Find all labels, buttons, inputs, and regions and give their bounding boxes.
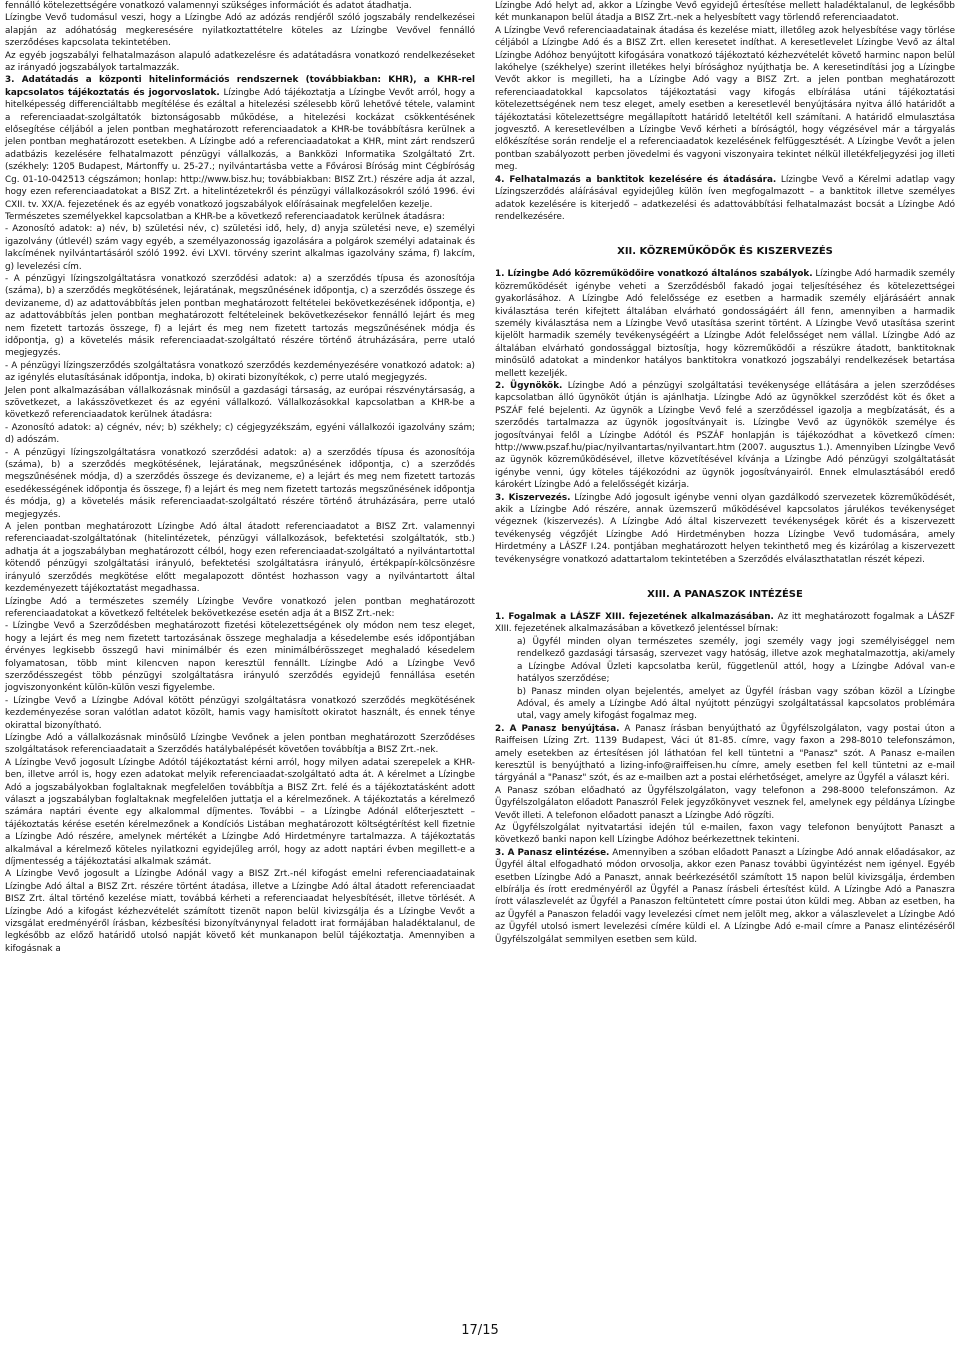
section-heading: 3. Adatátadás a központi hitelinformációs rendszernek (továbbiakban: KHR), a KHR-rel kapcsolatos tájékoztatás és jogorvoslatok. <box>5 75 475 98</box>
paragraph: A Lízingbe Vevő jogosult a Lízingbe Adónál vagy a BISZ Zrt.-nél kifogást emelni referenciaadatainak Lízingbe Adó által a BISZ Zrt. részére történt átadása, illetve a Lízingbe Adó által átadott referenciaadat BISZ Zrt. által történő kezelése miatt, továbbá kérheti a referenciaadat helyesbítését, illetve törlését. A Lízingbe Adó a kifogást kézhezvételét számított tizenöt napon belül kivizsgálja és a Lízingbe Vevőt a vizsgálat eredményéről írásban, kézbesítési bizonyítványnyal feladott irat formájában haladéktalanul, de legkésőbb az előző határidő utolsó napját követő két munkanapon belül tájékoztatja. Amennyiben a kifogásnak a <box>5 869 475 954</box>
paragraph: - Azonosító adatok: a) cégnév, név; b) székhely; c) cégjegyzékszám, egyéni vállalkozói igazolvány szám; d) adószám. <box>5 422 475 446</box>
section-body: Lízingbe Vevő a Kérelmi adatlap vagy Lízingszerződés aláírásával egyidejűleg külön íven megfogalmazott – a banktitok illetve személyes adatok kezelésére is kiterjedő – adatkezelési és adattovábbítási felhatalmazást bocsát a Lízingbe Adó rendelkezésére. <box>495 174 956 222</box>
paragraph: Lízingbe Vevő tudomásul veszi, hogy a Lízingbe Adó az adózás rendjéről szóló jogszabály rendelkezései alapján az adóhatóság megkeresésére nyilatkoztattételre köteles az Lízingbe Vevővel fennálló szerződéses kapcsolata tekintetében. <box>5 13 475 49</box>
paragraph: - A pénzügyi lízingszolgáltatásra vonatkozó szerződési adatok: a) a szerződés típusa és azonosítója (száma), b) a szerződés megkötésének, lejáratának, megszűnésének időpontja, c) a szerződés összege és devizaneme, d) az adattovábbítás jelen pontban meghatározott feltételei bekövetkezésének időpontja, e) az adattovábbítás jelen pontban meghatározott feltételeinek bekövetkezésekor fennálló lejárt és meg nem fizetett tartozás összege, f) a lejárt és meg nem fizetett tartozás megszűnésének módja és időpontja, g) a követelés másik referenciaadat-szolgáltató részére történő átruházására, perre utaló megjegyzés. <box>5 273 475 359</box>
section-body: A Panasz írásban benyújtható az Ügyfélszolgálaton, vagy postai úton a Raiffeisen Lízing Zrt. 1139 Budapest, Váci út 81-85. címre, vagy faxon a 298-8010 telefonszámon, amely esetekben az értesítésen jól láthatóan fel kell tüntetni a "Panasz" szót. A Panasz e-mailen keresztül is benyújtható a lizing-info@raiffeisen.hu címre, amely esetben fel kell tüntetni az e-mail tárgyánál a "Panasz" szót, és az e-mailben azt a postai elérhetőséget, amelyre az Ügyfél a választ kéri. <box>495 723 955 784</box>
paragraph: A Panasz szóban előadható az Ügyfélszolgálaton, vagy telefonon a 298-8000 telefonszámon. Az Ügyfélszolgálaton előadott Panaszról Felek jegyzőkönyvet vesznek fel, amelynek egy példánya Lízingbe Vevőt illeti. A telefonon előadott panaszt a Lízingbe Adó rögzíti. <box>495 785 955 821</box>
paragraph: fennálló kötelezettségére vonatkozó valamennyi szükséges információt és adatot átadhatja. <box>5 1 412 11</box>
section-xii-3 <box>495 492 955 566</box>
right-column <box>495 0 955 946</box>
section-xiii-1 <box>495 611 955 636</box>
section-3 <box>5 74 475 210</box>
paragraph: Az egyéb jogszabályi felhatalmazáson alapuló adatkezelésre és adatátadásra vonatkozó rendelkezéseket az irányadó jogszabályok tartalmazzák. <box>5 50 475 74</box>
section-heading: 1. Lízingbe Adó közreműködőire vonatkozó általános szabályok. <box>495 269 813 280</box>
paragraph: - Lízingbe Vevő a Lízingbe Adóval kötött pénzügyi szolgáltatásra vonatkozó szerződés megkötésének kezdeményezése soran valótlan adatot közölt, hamis vagy hamisított okiratot használt, és ennek ténye okirattal bizonyítható. <box>5 695 475 731</box>
section-xii-1 <box>495 268 955 380</box>
section-heading: 4. Felhatalmazás a banktitok kezelésére és átadására. <box>495 174 777 185</box>
paragraph: A Lízingbe Vevő jogosult Lízingbe Adótól tájékoztatást kérni arról, hogy milyen adatai szerepelek a KHR-ben, illetve arról is, hogy ezen adatokat melyik referenciaadat-szolgáltató adta át. A kérelmet a Lízingbe Adó a jogszabályokban foglaltaknak megfelelően továbbítja a BISZ Zrt. felé és a tájékoztatásként adott választ a jogszabályban foglaltaknak megfelelően juttatja el a kérelmezőnek. A tájékoztatás a kérelmező számára naptári évente egy alkalommal díjmentes. További – a Lízingbe Adónál előterjesztett – tájékoztatás kérése esetén kérelmezőnek a Kondíciós Listában meghatározott költségtérítést kell fizetnie a Lízingbe Adó részére, amelynek mértékét a Lízingbe Adó Hirdetményre tartalmazza. A tájékoztatás alkalmával a kérelmező köteles nyilatkozni egyidejűleg arról, hogy az adott naptári évben megillett-e a díjmentesség a tájékoztatási alkalmak számát. <box>5 757 475 868</box>
paragraph: - A pénzügyi lízingszolgáltatásra vonatkozó szerződési adatok: a) a szerződés típusa és azonosítója (száma), b) a szerződés megkötésének, lejáratának, megszűnésének időpontja, c) a szerződés megszűnésének módja, d) a szerződés összege és devizaneme, e) a lejárt és meg nem fizetett tartozás esedékességének időpontja és összege, f) a lejárt és meg nem fizetett tartozás megszűnésének időpontja és módja, g) a követelés másik referenciaadat-szolgáltató részére történő átruházására, perre utaló megjegyzés. <box>5 447 475 520</box>
paragraph: Jelen pont alkalmazásában vállalkozásnak minősül a gazdasági társaság, az európai részvénytársaság, a szövetkezet, a lakásszövetkezet és az egyéni vállalkozó. Vállalkozásokkal kapcsolatban a KHR-be a következő referenciaadatok kerülnek átadásra: <box>5 385 475 421</box>
paragraph: - A pénzügyi lízingszerződés szolgáltatásra vonatkozó szerződés kezdeményezésére vonatkozó adatok: a) az igénylés elutasításának időpontja, indoka, b) okirati bizonyítékok, c) perre utaló megjegyzés. <box>5 360 475 384</box>
section-body: Lízingbe Adó a pénzügyi szolgáltatási tevékenysége ellátására a jelen szerződéses kapcsolatban álló ügynököt útján is ajánlhatja. Lízingbe Adó az ügynökkel szerződést köt és őket a PSZÁF felé bejelenti. Az ügynök a Lízingbe Vevő felé a szerződéssel igazolja a megbízatását, és a szerződés tartalmazza az ügynök jogosítványait is. Lízingbe Vevő az ügynökök személye és jogosítványai felől a Lízingbe Adótól és PSZÁF honlapján is tájékozódhat a következő címen: http://www.pszaf.hu/piac/nyilvantartas/nyilvantart.htm (2007. augusztus 1.). Amennyiben Lízingbe Vevő az ügynök közreműködésével, illetve közvetítésével kívánja a Lízingbe Adó pénzügyi szolgáltatását igénybe venni, úgy köteles tájékozódni az ügynök jogosítványairól. Ennek elmulasztásából eredő károkért Lízingbe Adó a felelősségét kizárja. <box>495 380 955 491</box>
section-body: Lízingbe Adó harmadik személy közreműködését igénybe veheti a Szerződésből fakadó jogai teljesítéséhez és kötelezettségei gyakorlásához. A Lízingbe Adó felelőssége ez esetben a harmadik személy eljárásáért annak kiválasztása terén kifejtett általában elvárható gondosságáért áll fenn, amennyiben a harmadik személy kiválasztása nem a Lízingbe Vevő utasítása szerint történt. A Lízingbe Vevő utasítása szerint kijelölt harmadik személy tevékenységéért a Lízingbe Adót felelősséget nem vállal. Lízingbe Adó az általában elvárható gondossággal biztosítja, hogy közreműködői a részükre átadott, banktitoknak minősülő adatokat a mindenkor hatályos banktitokra vonatkozó jogszabályi rendelkezések betartása mellett kezeljék. <box>495 269 955 379</box>
section-body: Lízingbe Adó tájékoztatja a Lízingbe Vevőt arról, hogy a hitelképesség differenciáltabb megítélése és ezáltal a hitelezési szélesebb körű lehetővé tétele, valamint a referenciaadat-szolgáltatók biztonságosabb működése, a hitelezési kockázat csökkentésének elősegítése céljából a jelen pontban meghatározott referenciaadatok a KHR-be továbbításra kerülnek a jelen pontban meghatározott esetekben. A Lízingbe adó a referenciaadatokat a KHR, mint zárt rendszerű adatbázis kezelésére felhatalmazott pénzügyi vállalkozás, a Bankközi Informatika Szolgáltató Zrt. (székhely: 1205 Budapest, Mártonffy u. 25-27.; nyilvántartásba vette a Fővárosi Bíróság mint Cégbíróság Cg. 01-10-042513 cégszámon; honlap: http://www.bisz.hu; továbbiakban: BISZ Zrt.) részére adja át azzal, hogy ezen referenciaadatokat a BISZ Zrt. a hitelintézetekről és pénzügyi vállalkozásokról szóló 1996. évi CXII. tv. XX/A. fejezetének és az egyéb vonatkozó jogszabályok előírásainak megfelelően kezelje. <box>5 87 476 210</box>
section-heading: 2. Ügynökök. <box>495 380 563 391</box>
paragraph: A Lízingbe Vevő referenciaadatainak átadása és kezelése miatt, illetőleg azok helyesbítése vagy törlése céljából a Lízingbe Adó és a BISZ Zrt. ellen keresetet indíthat. A keresetlevelet Lízingbe Vevő az által Lízingbe Adóhoz benyújtott kifogására vonatkozó tájékoztató kézhezvételét követő harminc napon belül lakóhelye (székhelye) szerint illetékes helyi bírósághoz nyújthatja be. A keresetindítási jog a Lízingbe Vevőt akkor is megilleti, ha a Lízingbe Adó vagy a BISZ Zrt. a jelen pontban meghatározott referenciaadatokkal kapcsolatos tájékoztatási vagy kifogás elbírálása utáni tájékoztatási kötelezettségének nem tesz eleget, amely esetben a keresetlevél benyújtására nyitva álló határidőt a tájékoztatási kötelezettségre megállapított határidő leteltétől kell számítani. A határidő elmulasztása jogvesztő. A keresetlevélben a Lízingbe Vevő kérheti a bíróságtól, hogy végzésével már a tárgyalás előkészítése során rendelje el a referenciaadatok kezelésének felfüggesztését. A Lízingbe Vevőt a jelen pontban szabályozott perben jövedelmi és vagyoni viszonyaira tekintet nélkül illetékfeljegyzési jog illeti meg. <box>495 25 955 173</box>
section-4 <box>495 174 955 224</box>
section-body: Amennyiben a szóban előadott Panaszt a Lízingbe Adó annak előadásakor, az Ügyfél által elfogadható módon orvosolja, akkor ezen Panasz további ügyintézést nem igényel. Egyéb esetben Lízingbe Adó a Panaszt, annak beérkezésétől számított 15 napon belül kivizsgálja, érdemben elbírálja és írott eredményéről az Ügyfél a Panasz írásbeli értesítést küld. A Lízingbe Adó a Panaszra írott válaszlevelét az Ügyfél a Panaszon feltüntetett címre postai úton küldi meg. Abban az esetben, ha az Ügyfél a Panaszon feladói vagy levelezési címet nem jelölt meg, akkor a válaszlevelet a Lízingbe Adó az Ügyfél utolsó ismert levelezési címére küldi el. A Lízingbe Adó e-mail címre a Panasz elintézéséről Ügyfélszolgálat semmilyen esetben sem küld. <box>495 847 955 945</box>
paragraph: Természetes személyekkel kapcsolatban a KHR-be a következő referenciaadatok kerülnek átadásra: <box>5 211 445 222</box>
paragraph: Lízingbe Adó helyt ad, akkor a Lízingbe Vevő egyidejű értesítése mellett haladéktalanul, de legkésőbb két munkanapon belül átadja a BISZ Zrt.-nek a helyesbített vagy törlendő referenciaadatot. <box>495 1 955 24</box>
paragraph: A jelen pontban meghatározott Lízingbe Adó által átadott referenciaadatot a BISZ Zrt. valamennyi referenciaadat-szolgáltatónak (hitelintézetek, pénzügyi vállalkozások, befektetési szolgáltatók, stb.) adhatja át a jogszabályban meghatározott célból, hogy ezen referenciaadat-szolgáltató a nyilvántartottal kötendő pénzügyi szolgáltatási irányuló, befektetési szolgáltatásra irányuló, értékpapír-kölcsönzésre irányuló szerződés megkötése előtt megalapozott döntést hozhasson vagy a nyilvántartott által kezdeményezett tájékoztatást megadhassa. <box>5 522 475 595</box>
section-body: Az itt meghatározott fogalmak a LÁSZF XIII. fejezetének alkalmazásában a következő jelentéssel bírnak: <box>495 612 955 635</box>
section-heading: 3. Kiszervezés. <box>495 492 571 503</box>
page-number: 17/15 <box>461 1323 499 1338</box>
section-xii-2 <box>495 380 955 492</box>
paragraph: - Azonosító adatok: a) név, b) születési név, c) születési idő, hely, d) anyja születési neve, e) személyi igazolvány (útlevél) szám vagy egyéb, a személyazonosság igazolására a polgárok személyi adatainak és lakcímének nyilvántartásáról szóló 1992. évi LXVI. törvény szerint alkalmas igazolvány száma, f) lakcím, g) levelezési cím. <box>5 224 475 272</box>
section-body: Lízingbe Adó jogosult igénybe venni olyan gazdálkodó szervezetek közreműködését, akik a Lízingbe Adó részére, annak üzemszerű működésével kapcsolatos járulékos tevékenységet végeznek (kiszervezés). A Lízingbe Adó által kiszervezett tevékenységek körét és a kiszervezett tevékenység végzőjét Lízingbe Adó Hirdetményben hozza Lízingbe Vevő tudomására, amely Hirdetmény a LÁSZF I.24. pontjában meghatározott helyen tekinthető meg és kizárólag a kiszervezett tevékenységre vonatkozó adattartalom tekintetében a Szerződés elválaszthatatlan részét képezi. <box>495 492 956 565</box>
definition-b: b) Panasz minden olyan bejelentés, amelyet az Ügyfél írásban vagy szóban közöl a Lízingbe Adóval, és amely a Lízingbe Adó által nyújtott pénzügyi szolgáltatással kapcsolatos problémára utal, vagy amely kifogást fogalmaz meg. <box>517 686 955 722</box>
definition-a: a) Ügyfél minden olyan természetes személy, jogi személy vagy jogi személyiséggel nem rendelkező gazdasági társaság, szervezet vagy hatóság, illetve azok meghatalmazottja, aki/amely a Lízingbe Adóval Üzleti kapcsolatba kerül, függetlenül attól, hogy a Lízingbe Adóval van-e hatályos szerződése; <box>517 636 955 685</box>
section-heading: 1. Fogalmak a LÁSZF XIII. fejezetének alkalmazásában. <box>495 612 774 623</box>
paragraph: Az Ügyfélszolgálat nyitvatartási idején túl e-mailen, faxon vagy telefonon benyújtott Panaszt a következő banki napon kell Lízingbe Adóhoz beérkezettnek tekinteni. <box>495 822 955 846</box>
section-heading: 2. A Panasz benyújtása. <box>495 723 620 734</box>
chapter-title-xii: XII. KÖZREMŰKÖDŐK ÉS KISZERVEZÉS <box>617 246 833 258</box>
section-xiii-2 <box>495 723 955 785</box>
section-heading: 3. A Panasz elintézése. <box>495 847 610 858</box>
paragraph: - Lízingbe Vevő a Szerződésben meghatározott fizetési kötelezettségének oly módon nem tesz eleget, hogy a lejárt és meg nem fizetett tartozásának összege meghaladja a késedelembe esés időpontjában érvényes legkisebb összegű havi minimálbér és ezen minimálbérösszeget meghaladó késedelem folyamatosan, több mint kilencven napon keresztül fennállt. Lízingbe Adó a Lízingbe Vevő szerződésszegést több pénzügyi szolgáltatásra irányuló szerződés egyidejű fennállása esetén jogviszonyonként külön-külön veszi figyelembe. <box>5 621 475 694</box>
section-xiii-3 <box>495 847 955 946</box>
chapter-title-xiii: XIII. A PANASZOK INTÉZÉSE <box>647 589 803 601</box>
paragraph: Lízingbe Adó a természetes személy Lízingbe Vevőre vonatkozó jelen pontban meghatározott referenciaadatokat a következő feltételek bekövetkezése esetén adja át a BISZ Zrt.-nek: <box>5 596 475 619</box>
paragraph: Lízingbe Adó a vállalkozásnak minősülő Lízingbe Vevőnek a jelen pontban meghatározott Szerződéses szolgáltatások referenciaadatait a Szerződés hatálybalépését követően továbbítja a BISZ Zrt.-nek. <box>5 732 475 756</box>
left-column <box>5 0 475 955</box>
